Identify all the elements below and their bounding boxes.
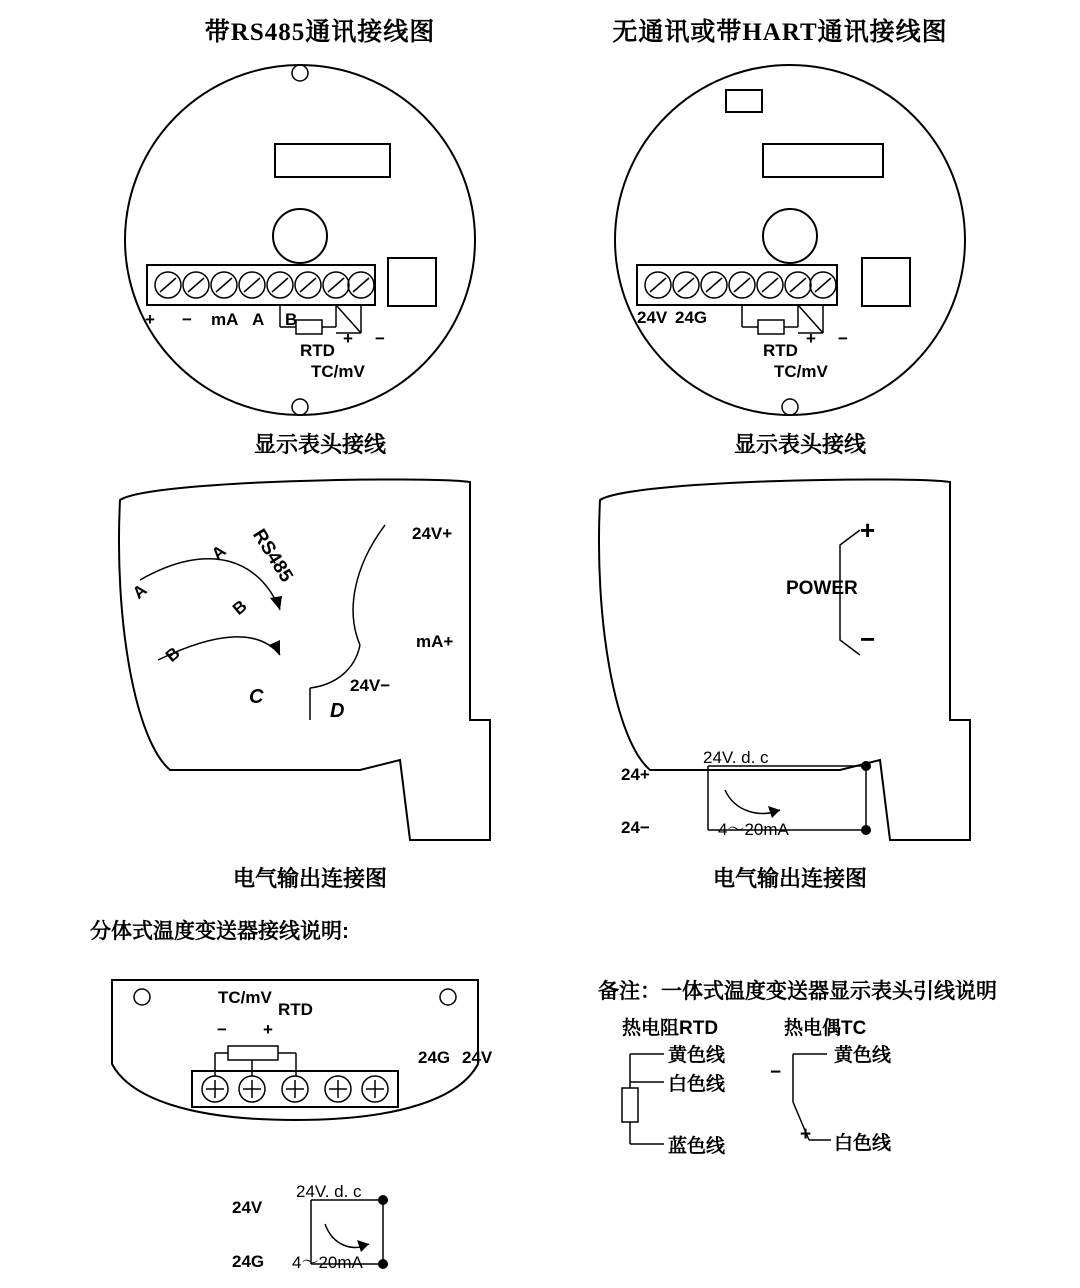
split-rtd-label: RTD — [278, 1000, 313, 1019]
terminal-left-label-a: A — [252, 310, 265, 329]
right-loop-24plus: 24+ — [621, 765, 650, 784]
terminal-left-label-plus: + — [145, 310, 155, 329]
title-left: 带RS485通讯接线图 — [204, 19, 436, 46]
split-minus-label: − — [217, 1020, 227, 1039]
split-loop-24g: 24G — [232, 1252, 265, 1271]
terminal-right-tcmv-label: TC/mV — [774, 362, 828, 381]
caption-out-left: 电气输出连接图 — [232, 866, 387, 891]
terminal-left-label-minus: − — [182, 310, 192, 329]
caption-head-left: 显示表头接线 — [253, 432, 386, 457]
terminal-left-tcmv-label: TC/mV — [311, 362, 365, 381]
rs485-label-a-bottom: A — [129, 580, 151, 603]
remark-rtd-title: 热电阻RTD — [622, 1018, 719, 1039]
rtd-wire-2: 白色线 — [668, 1074, 726, 1095]
rs485-label-b-bottom: B — [162, 643, 184, 666]
split-loop-24v: 24V — [232, 1198, 263, 1217]
label-c: C — [249, 686, 264, 708]
split-24v-label: 24V — [462, 1048, 493, 1067]
caption-out-right: 电气输出连接图 — [712, 866, 867, 891]
terminal-right-plus: + — [806, 329, 816, 348]
split-plus-label: + — [263, 1020, 273, 1039]
terminal-left-rtd-label: RTD — [300, 341, 335, 360]
terminal-right-rtd-label: RTD — [763, 341, 798, 360]
right-loop-24minus: 24− — [621, 818, 650, 837]
remark-title: 备注：一体式温度变送器显示表头引线说明 — [598, 980, 997, 1003]
label-ma-plus: mA+ — [416, 632, 454, 651]
terminal-left-minus: − — [375, 329, 385, 348]
label-24v-plus: 24V+ — [412, 524, 453, 543]
split-24g-label: 24G — [418, 1048, 451, 1067]
power-plus-label: + — [860, 515, 876, 545]
rs485-label: RS485 — [248, 525, 297, 586]
terminal-right-label-24v: 24V — [637, 308, 668, 327]
remark-tc-title: 热电偶TC — [784, 1018, 867, 1039]
tc-wire-1: 黄色线 — [834, 1045, 892, 1066]
caption-head-right: 显示表头接线 — [733, 432, 866, 457]
rs485-label-a-top: A — [208, 541, 230, 564]
label-24v-minus: 24V− — [350, 676, 391, 695]
power-minus-label: − — [860, 624, 876, 654]
split-loop-source-label: 24V. d. c — [296, 1182, 362, 1201]
split-type-note: 分体式温度变送器接线说明: — [90, 920, 349, 943]
tc-minus-label: − — [770, 1062, 782, 1083]
title-right: 无通讯或带HART通讯接线图 — [612, 19, 948, 46]
terminal-right-label-24g: 24G — [675, 308, 708, 327]
right-loop-current-label: 4～20mA — [718, 820, 789, 839]
split-loop-current-label: 4～20mA — [292, 1253, 363, 1272]
label-d: D — [330, 700, 345, 722]
tc-plus-label: + — [800, 1124, 812, 1145]
tc-wire-2: 白色线 — [834, 1133, 892, 1154]
rs485-label-b-top: B — [229, 596, 251, 619]
power-label: POWER — [786, 578, 858, 599]
terminal-left-label-ma: mA — [211, 310, 239, 329]
terminal-right-minus: − — [838, 329, 848, 348]
terminal-left-label-b: B — [285, 310, 298, 329]
terminal-left-plus: + — [343, 329, 353, 348]
rtd-wire-3: 蓝色线 — [668, 1136, 726, 1157]
rtd-wire-1: 黄色线 — [668, 1045, 726, 1066]
right-loop-source-label: 24V. d. c — [703, 748, 769, 767]
split-tcmv-label: TC/mV — [218, 988, 272, 1007]
